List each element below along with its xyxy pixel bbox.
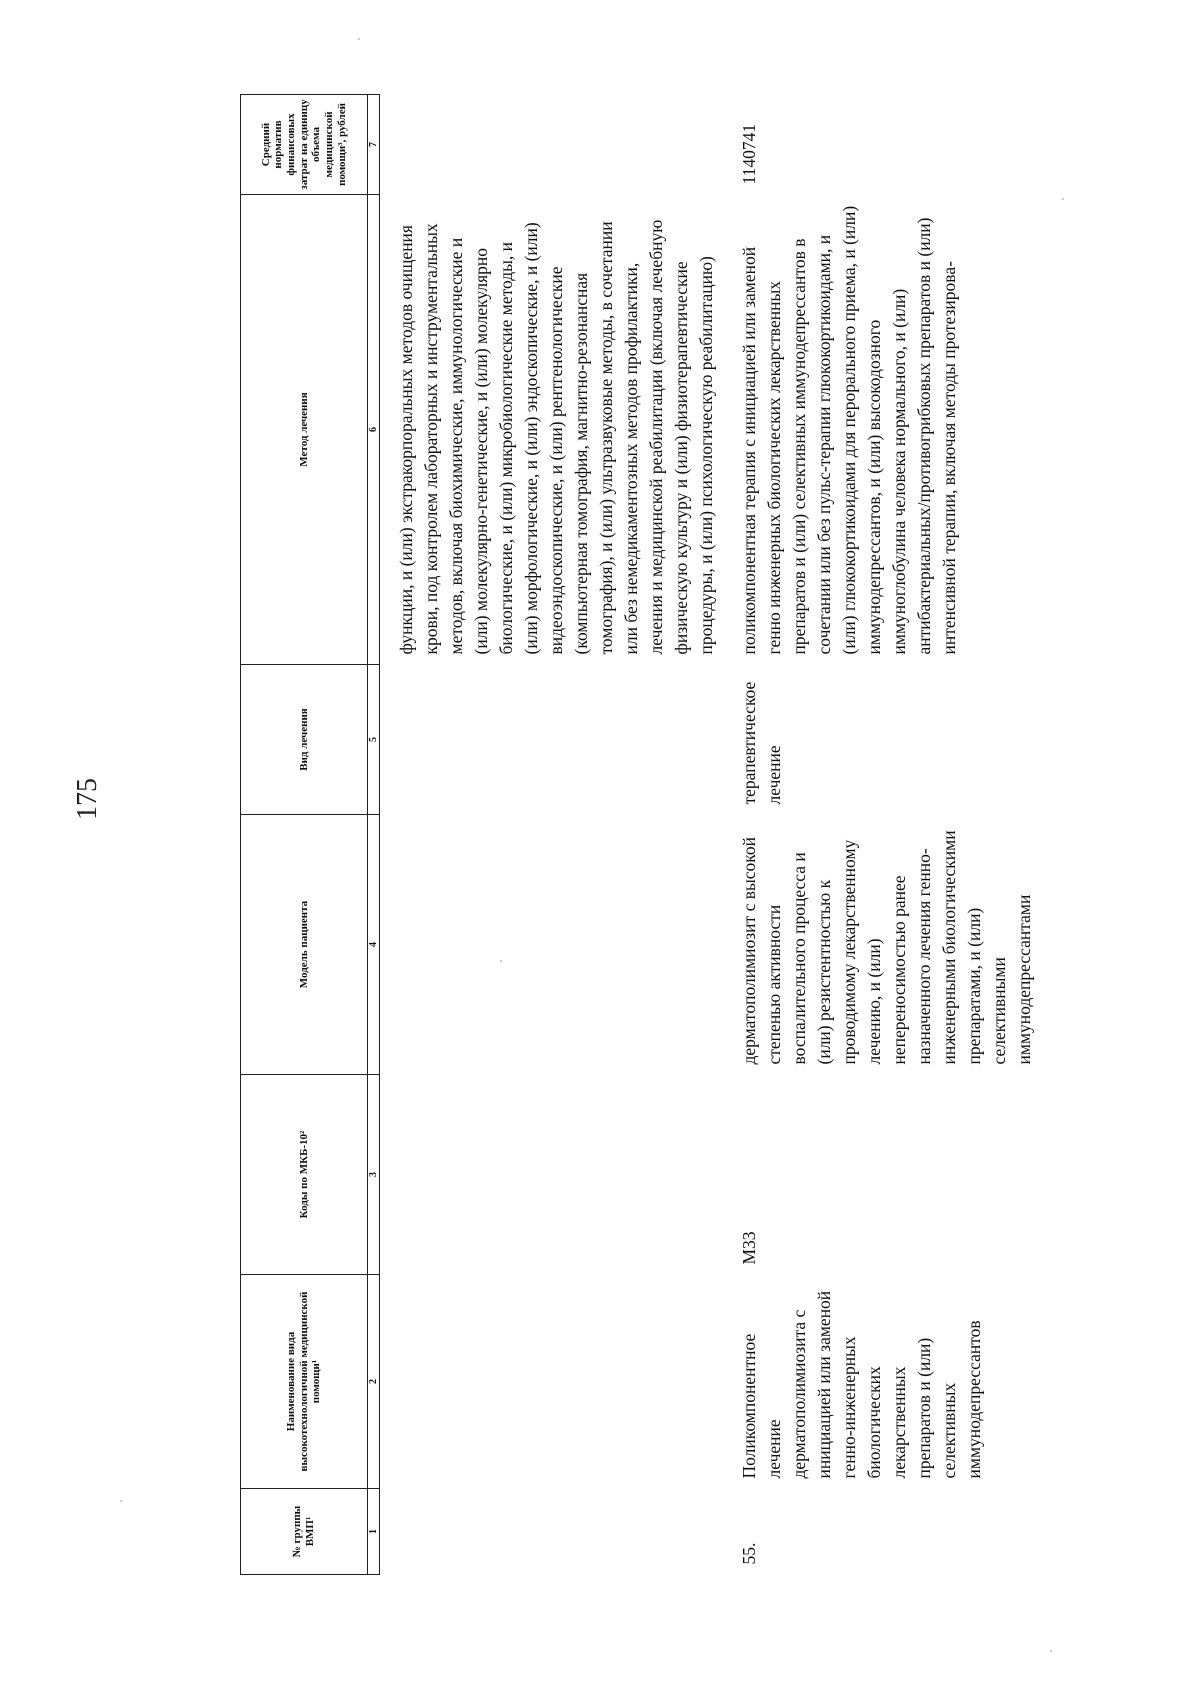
header-method: Метод лечения bbox=[241, 195, 368, 665]
column-number: 5 bbox=[368, 665, 380, 815]
cell-name: Поликомпонентное лечение дерматополимиозита с инициацией или заменой генно-инженерных биологических лекарственных препаратов и (или) селективных иммунодепрессантов bbox=[739, 1290, 984, 1479]
cell-cost: 1140741 bbox=[739, 123, 759, 185]
rotated-table-block bbox=[240, 95, 1200, 1575]
cell-group-number: 55. bbox=[739, 1542, 759, 1565]
cell-icd: M33 bbox=[739, 1231, 759, 1265]
header-patient-model: Модель пациента bbox=[241, 815, 368, 1075]
cell-method: поликомпонентная терапия с инициацией или заменой генно инженерных биологических лекарственных препаратов и (или) селективных иммунодепрессантов в сочетании или без пульс-терапии глюкокортикоидами, и (или) глюкокортикоидами для перорального приема, и (или) иммунодепрессантов, и (или) высокодозного иммуноглобулина человека нормального, и (или) антибактериальных/противогрибковых препаратов и (или) интенсивной терапии, включая методы протезирова- bbox=[739, 205, 959, 655]
header-cost: Средний норматив финансовых затрат на единицу объема медицинской помощи³, рублей bbox=[241, 95, 368, 195]
page-number: 175 bbox=[72, 778, 103, 820]
header-group-number: № группы ВМП¹ bbox=[241, 1489, 368, 1575]
header-name: Наименование вида высокотехнологичной медицинской помощи¹ bbox=[241, 1275, 368, 1489]
table-row-continuation bbox=[380, 95, 724, 1575]
column-number: 6 bbox=[368, 195, 380, 665]
header-icd-codes: Коды по МКБ-10² bbox=[241, 1075, 368, 1275]
table-row-55 bbox=[723, 95, 1041, 1575]
vmp-table bbox=[240, 94, 1041, 1575]
column-number: 7 bbox=[368, 95, 380, 195]
header-treatment-type: Вид лечения bbox=[241, 665, 368, 815]
cell-treatment-type: терапевтическое лечение bbox=[739, 681, 784, 805]
column-number: 1 bbox=[368, 1489, 380, 1575]
cell-patient-model: дерматополимиозит с высокой степенью активности воспалительного процесса и (или) резистентностью к проводимому лекарственному лечению, и (или) непереносимостью ранее назначенного лечения генно-инженерными биологическими препаратами, и (или) селективными иммунодепрессантами bbox=[739, 830, 1034, 1065]
column-number: 4 bbox=[368, 815, 380, 1075]
column-number-row bbox=[368, 95, 380, 1575]
header-row bbox=[241, 95, 368, 1575]
column-number: 3 bbox=[368, 1075, 380, 1275]
column-number: 2 bbox=[368, 1275, 380, 1489]
cell-method-continuation: функции, и (или) экстракорпоральных методов очищения крови, под контролем лабораторных и инструментальных методов, включая биохимические, иммунологические и (или) молекулярно-генетические, и (или) молекулярно биологические, и (или) микробиологические методы, и (или) морфологические, и (или) эндоскопические, и (или) видеоэндоскопические, и (или) рентгенологические (компьютерная томография, магнитно-резонансная томография), и (или) ультразвуковые методы, в сочетании или без немедикаментозных методов профилактики, лечения и медицинской реабилитации (включая лечебную физическую культуру и (или) физиотерапевтические процедуры, и (или) психологическую реабилитацию) bbox=[396, 219, 716, 655]
